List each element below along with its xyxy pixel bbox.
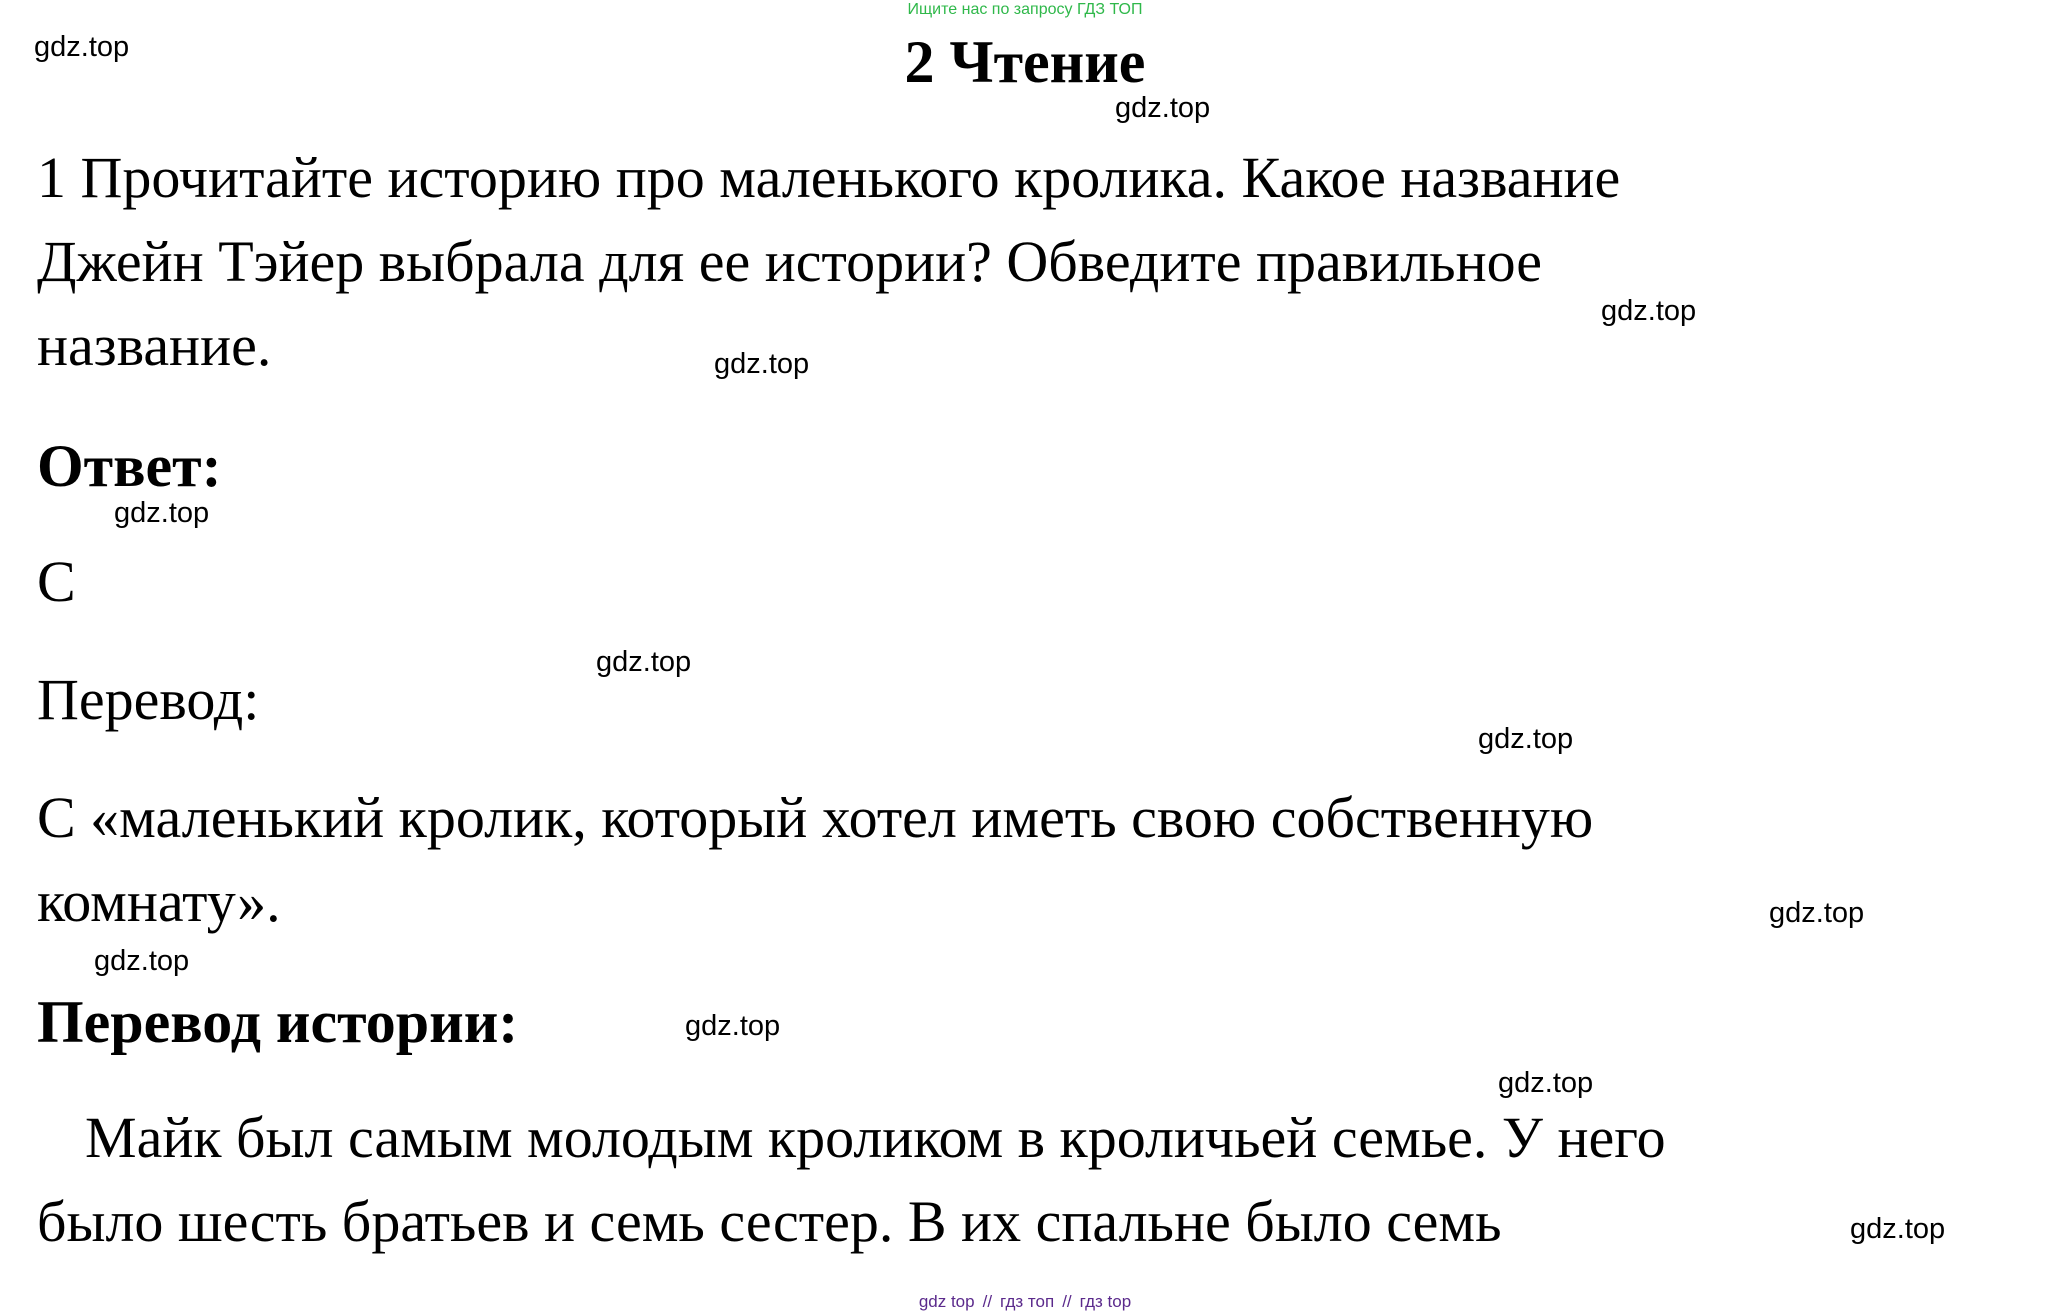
footer-separator: // [982, 1292, 993, 1311]
top-banner: Ищите нас по запросу ГДЗ ТОП [907, 1, 1143, 18]
watermark: gdz.top [114, 497, 210, 529]
watermark: gdz.top [1115, 92, 1211, 124]
watermark: gdz.top [94, 945, 190, 977]
footer-link-gdz-top-mixed[interactable]: гдз top [1079, 1292, 1132, 1311]
task-line-2: Джейн Тэйер выбрала для ее истории? Обведите правильное [37, 229, 1543, 294]
watermark: gdz.top [596, 646, 692, 678]
task-line-1: 1 Прочитайте историю про маленького кролика. Какое название [37, 145, 1621, 210]
story-line-2: было шесть братьев и семь сестер. В их спальне было семь [37, 1189, 1502, 1254]
answer-value: C [37, 549, 76, 614]
footer-links [0, 1292, 2050, 1312]
translation-line-1: C «маленький кролик, который хотел иметь свою собственную [37, 785, 1594, 850]
watermark: gdz.top [1498, 1067, 1594, 1099]
watermark: gdz.top [1769, 897, 1865, 929]
translation-label: Перевод: [37, 667, 260, 732]
page-title: 2 Чтение [904, 29, 1146, 95]
translation-line-2: комнату». [37, 869, 281, 934]
task-line-3: название. [37, 313, 272, 378]
watermark: gdz.top [1850, 1213, 1946, 1245]
watermark: gdz.top [1478, 723, 1574, 755]
answer-heading: Ответ: [37, 433, 222, 499]
watermark: gdz.top [714, 348, 810, 380]
footer-link-gdz-top-ru[interactable]: гдз топ [1000, 1292, 1055, 1311]
watermark: gdz.top [34, 31, 130, 63]
story-line-1: Майк был самым молодым кроликом в кроличьей семье. У него [85, 1105, 1666, 1170]
story-heading: Перевод истории: [37, 989, 519, 1055]
footer-link-gdz-top[interactable]: gdz top [918, 1292, 975, 1311]
watermark: gdz.top [685, 1010, 781, 1042]
watermark: gdz.top [1601, 295, 1697, 327]
footer-separator: // [1062, 1292, 1072, 1311]
